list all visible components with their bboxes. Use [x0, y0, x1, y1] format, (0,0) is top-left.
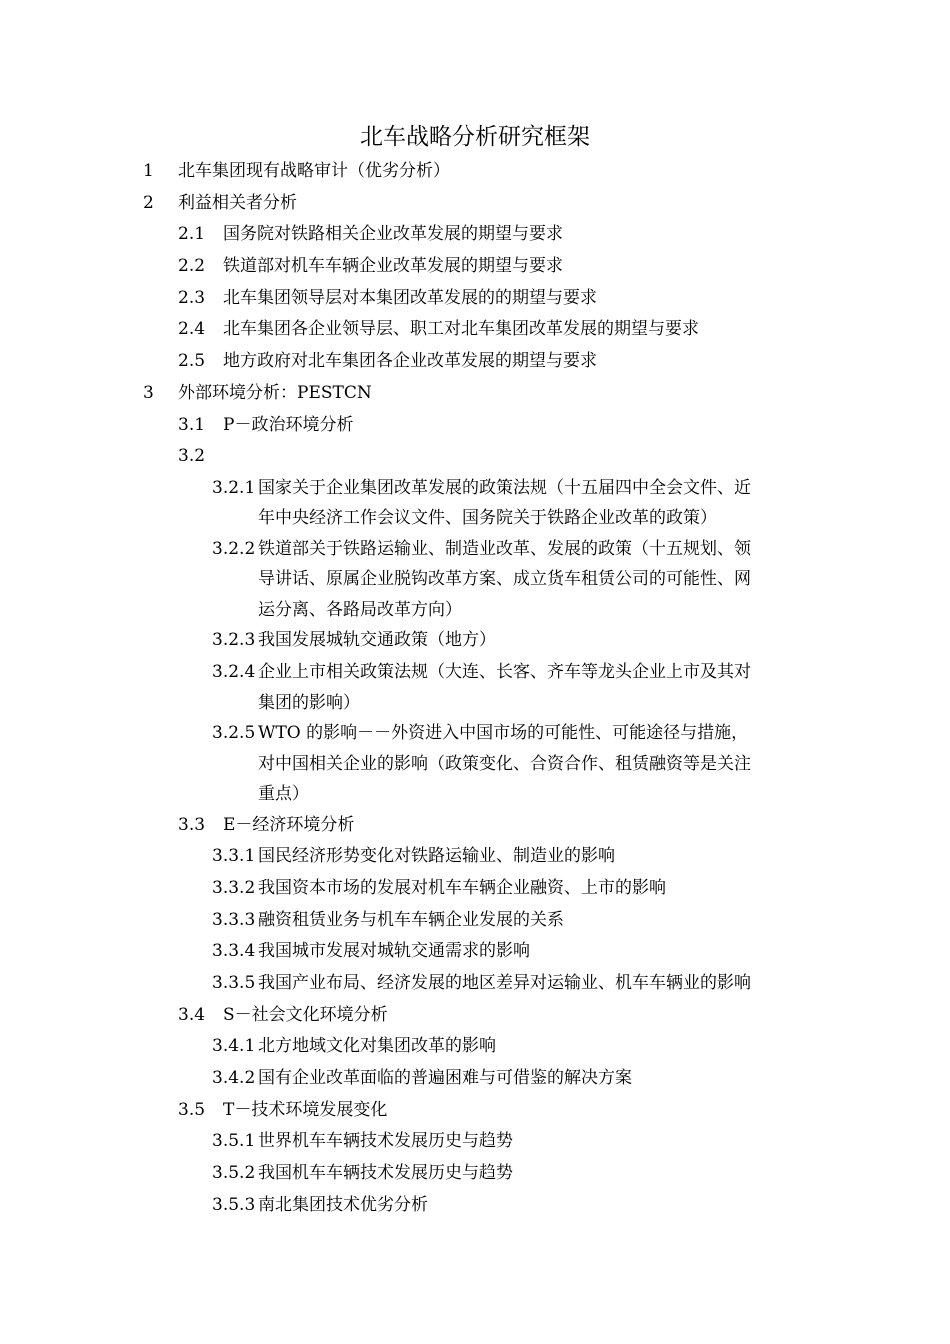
item-text-line: 国家关于企业集团改革发展的政策法规（十五届四中全会文件、近: [258, 477, 751, 498]
item-number: 3.5.3: [212, 1194, 256, 1215]
item-text: 国民经济形势变化对铁路运输业、制造业的影响: [258, 846, 615, 867]
item-text: S－社会文化环境分析: [223, 1004, 388, 1025]
item-number: 3.3: [178, 814, 206, 835]
item-text: 我国城市发展对城轨交通需求的影响: [258, 941, 530, 962]
item-text: 北车集团领导层对本集团改革发展的的期望与要求: [223, 287, 597, 308]
outline: [0, 156, 950, 1222]
outline-item-3-2-5: [0, 718, 950, 810]
item-number: 3.2.4: [212, 662, 256, 683]
item-text: P－政治环境分析: [223, 414, 354, 435]
item-text: 北车集团现有战略审计（优劣分析）: [178, 161, 450, 181]
item-number: 3.2: [178, 446, 206, 467]
item-text-line: WTO 的影响－－外资进入中国市场的可能性、可能途径与措施，: [258, 723, 749, 744]
item-number: 3.4: [178, 1004, 206, 1025]
item-number: 3.4.2: [212, 1068, 256, 1089]
item-number: 3.2.1: [212, 477, 256, 498]
item-number: 2.2: [178, 256, 206, 277]
item-text: [258, 534, 814, 626]
item-number: 2.4: [178, 319, 206, 340]
item-text: 我国机车车辆技术发展历史与趋势: [258, 1163, 513, 1184]
item-text: 地方政府对北车集团各企业改革发展的期望与要求: [223, 351, 597, 372]
outline-item-3-3-1: [0, 841, 950, 873]
item-text-line: 运分离、各路局改革方向）: [258, 599, 462, 620]
item-text: E－经济环境分析: [223, 814, 355, 835]
document-title: 北车战略分析研究框架: [360, 124, 590, 150]
outline-item-1: [0, 156, 950, 188]
item-text: 外部环境分析：PESTCN: [178, 382, 372, 403]
outline-item-2: [0, 188, 950, 220]
outline-item-3-5: [0, 1095, 950, 1127]
item-number: 3.3.2: [212, 877, 256, 898]
item-number: 2.1: [178, 224, 206, 245]
outline-item-3-5-1: [0, 1126, 950, 1158]
item-number: 3.4.1: [212, 1036, 256, 1057]
item-number: 3.3.1: [212, 846, 256, 867]
outline-item-2-5: [0, 346, 950, 378]
item-text: 北方地域文化对集团改革的影响: [258, 1036, 496, 1057]
item-text: 南北集团技术优劣分析: [258, 1194, 428, 1215]
item-text-line: 对中国相关企业的影响（政策变化、合资合作、租赁融资等是关注: [258, 753, 751, 774]
outline-item-3-4: [0, 1000, 950, 1032]
outline-item-3-5-3: [0, 1190, 950, 1222]
item-text-line: 铁道部关于铁路运输业、制造业改革、发展的政策（十五规划、领: [258, 538, 751, 559]
item-text: [258, 657, 814, 718]
item-text: T－技术环境发展变化: [223, 1099, 388, 1120]
item-number: 2: [143, 192, 154, 213]
item-text: [258, 473, 814, 534]
item-text-line: 集团的影响）: [258, 692, 360, 713]
item-number: 3.5: [178, 1099, 206, 1120]
item-number: 3.3.3: [212, 909, 256, 930]
item-number: 1: [143, 161, 154, 181]
outline-item-3-3-2: [0, 873, 950, 905]
item-number: 3.5.1: [212, 1131, 256, 1152]
item-number: 3.5.2: [212, 1163, 256, 1184]
item-text: 铁道部对机车车辆企业改革发展的期望与要求: [223, 256, 563, 277]
outline-item-2-1: [0, 219, 950, 251]
outline-item-3-4-2: [0, 1063, 950, 1095]
item-text: 我国发展城轨交通政策（地方）: [258, 630, 496, 651]
outline-item-3-1: [0, 410, 950, 442]
item-text: 我国资本市场的发展对机车车辆企业融资、上市的影响: [258, 877, 666, 898]
item-text: [258, 718, 814, 810]
outline-item-3-4-1: [0, 1031, 950, 1063]
item-text: 国有企业改革面临的普遍困难与可借鉴的解决方案: [258, 1068, 632, 1089]
outline-item-3-2-1: [0, 473, 950, 534]
outline-item-3-5-2: [0, 1158, 950, 1190]
item-number: 3.2.5: [212, 723, 256, 744]
item-number: 2.5: [178, 351, 206, 372]
outline-item-3-3-4: [0, 936, 950, 968]
outline-item-3-2-2: [0, 534, 950, 626]
item-text-line: 企业上市相关政策法规（大连、长客、齐车等龙头企业上市及其对: [258, 662, 751, 683]
item-text: 世界机车车辆技术发展历史与趋势: [258, 1131, 513, 1152]
outline-item-2-2: [0, 251, 950, 283]
item-text-line: 重点）: [258, 784, 309, 805]
outline-item-3: [0, 378, 950, 410]
item-number: 3.3.5: [212, 973, 256, 993]
item-number: 3: [143, 382, 154, 403]
outline-item-2-4: [0, 314, 950, 346]
item-text-line: 年中央经济工作会议文件、国务院关于铁路企业改革的政策）: [258, 508, 717, 529]
outline-item-3-2-3: [0, 625, 950, 657]
outline-item-3-3: [0, 810, 950, 842]
outline-item-3-2: [0, 441, 950, 473]
outline-item-3-3-5: [0, 968, 950, 1000]
item-text: 融资租赁业务与机车车辆企业发展的关系: [258, 909, 564, 930]
item-text: 北车集团各企业领导层、职工对北车集团改革发展的期望与要求: [223, 319, 699, 340]
item-number: 3.3.4: [212, 941, 256, 962]
item-text-line: 导讲话、原属企业脱钩改革方案、成立货车租赁公司的可能性、网: [258, 569, 751, 590]
outline-item-3-3-3: [0, 905, 950, 937]
item-text: 国务院对铁路相关企业改革发展的期望与要求: [223, 224, 563, 245]
outline-item-2-3: [0, 283, 950, 315]
item-number: 2.3: [178, 287, 206, 308]
item-number: 3.2.3: [212, 630, 256, 651]
outline-item-3-2-4: [0, 657, 950, 718]
item-text: 利益相关者分析: [178, 192, 297, 213]
item-number: 3.2.2: [212, 538, 256, 559]
item-number: 3.1: [178, 414, 206, 435]
item-text: 我国产业布局、经济发展的地区差异对运输业、机车车辆业的影响: [258, 973, 751, 993]
